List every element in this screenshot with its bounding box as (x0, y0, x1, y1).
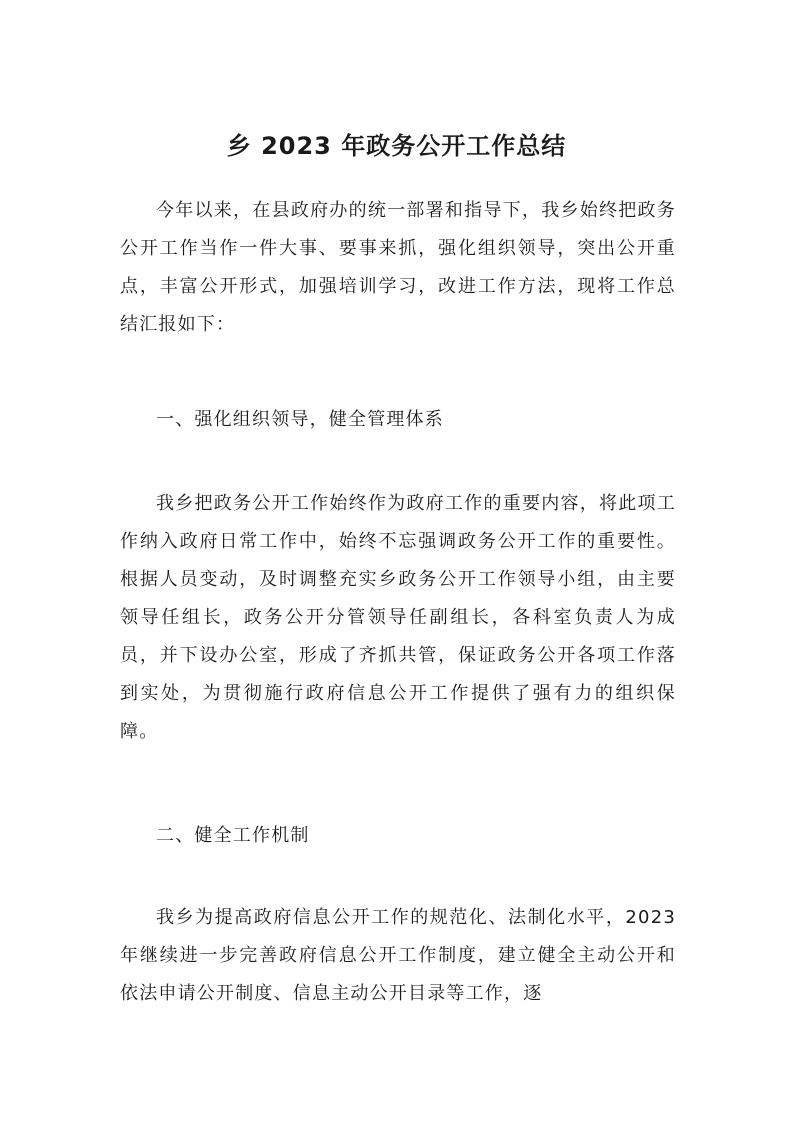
intro-paragraph: 今年以来，在县政府办的统一部署和指导下，我乡始终把政务公开工作当作一件大事、要事来抓，强化组织领导，突出公开重点，丰富公开形式，加强培训学习，改进工作方法，现将工作总结汇报如下： (120, 200, 676, 335)
section-1-heading: 一、强化组织领导，健全管理体系 (156, 409, 444, 430)
section-1-paragraph: 我乡把政务公开工作始终作为政府工作的重要内容，将此项工作纳入政府日常工作中，始终不忘强调政务公开工作的重要性。根据人员变动，及时调整充实乡政务公开工作领导小组，由主要领导任组长，政务公开分管领导任副组长，各科室负责人为成员，并下设办公室，形成了齐抓共管，保证政务公开各项工作落到实处，为贯彻施行政府信息公开工作提供了强有力的组织保障。 (120, 493, 676, 742)
document-title: 乡 2023 年政务公开工作总结 (226, 132, 567, 160)
section-2-paragraph: 我乡为提高政府信息公开工作的规范化、法制化水平，2023 年继续进一步完善政府信息公开工作制度，建立健全主动公开和依法申请公开制度、信息主动公开目录等工作，逐 (120, 907, 676, 1004)
section-2-heading: 二、健全工作机制 (156, 825, 310, 846)
